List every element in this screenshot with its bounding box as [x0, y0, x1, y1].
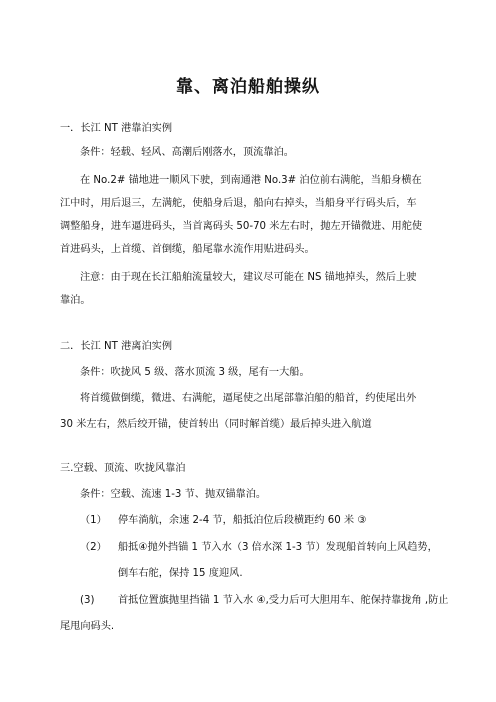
section-1-note-line: 注意：由于现在长江船舶流量较大，建议尽可能在 NS 锚地掉头，然后上驶	[80, 272, 417, 283]
page-title: 靠、离泊船舶操纵	[176, 77, 320, 97]
step-2-text-continued: 倒车右舵，保持 15 度迎风.	[118, 568, 243, 579]
section-2-condition: 条件：吹拢风 5 级、落水顶流 3 级，尾有一大船。	[80, 367, 310, 378]
step-3-text-continued: 尾甩向码头.	[60, 621, 115, 632]
step-3-number: (3)	[80, 595, 95, 606]
section-1-paragraph-line: 首进码头，上首缆、首倒缆，船尾靠水流作用贴进码头。	[60, 244, 315, 255]
section-3-heading: 三.空载、顶流、吹拢风靠泊	[60, 463, 186, 474]
section-1-paragraph-line: 在 No.2# 锚地进一顺风下驶，到南通港 No.3# 泊位前右满舵，当船身横在	[80, 175, 422, 186]
section-1-heading: 一．长江 NT 港靠泊实例	[60, 123, 173, 134]
section-1-paragraph-line: 江中时，用后退三，左满舵，使船身后退，船向右掉头，当船身平行码头后，车	[60, 198, 417, 209]
section-1-paragraph-line: 调整船身，进车逼进码头，当首离码头 50-70 米左右时，抛左开锚微进、用舵使	[60, 221, 423, 232]
section-1-condition: 条件：轻载、轻风、高潮后刚落水，顶流靠泊。	[80, 147, 294, 158]
section-3-condition: 条件：空载、流速 1-3 节、抛双锚靠泊。	[80, 489, 267, 500]
step-2-text: 船抵④抛外挡锚 1 节入水（3 倍水深 1-3 节）发现船首转向上风趋势，	[118, 542, 438, 553]
section-2-heading: 二．长江 NT 港离泊实例	[60, 341, 173, 352]
step-1-text: 停车淌航，余速 2-4 节，船抵泊位后段横距约 60 米 ③	[118, 515, 367, 526]
step-1-number: （1）	[80, 515, 107, 526]
section-2-paragraph-line: 30 米左右，然后绞开锚，使首转出（同时解首缆）最后掉头进入航道	[60, 419, 372, 430]
section-1-note-line: 靠泊。	[60, 295, 91, 306]
step-2-number: （2）	[80, 542, 107, 553]
step-3-text: 首抵位置旗抛里挡锚 1 节入水 ④,受力后可大胆用车、舵保持靠拢角 ,防止	[118, 595, 449, 606]
section-2-paragraph-line: 将首缆做倒缆，微进、右满舵，逼尾使之出尾部靠泊船的船首，约使尾出外	[80, 393, 417, 404]
